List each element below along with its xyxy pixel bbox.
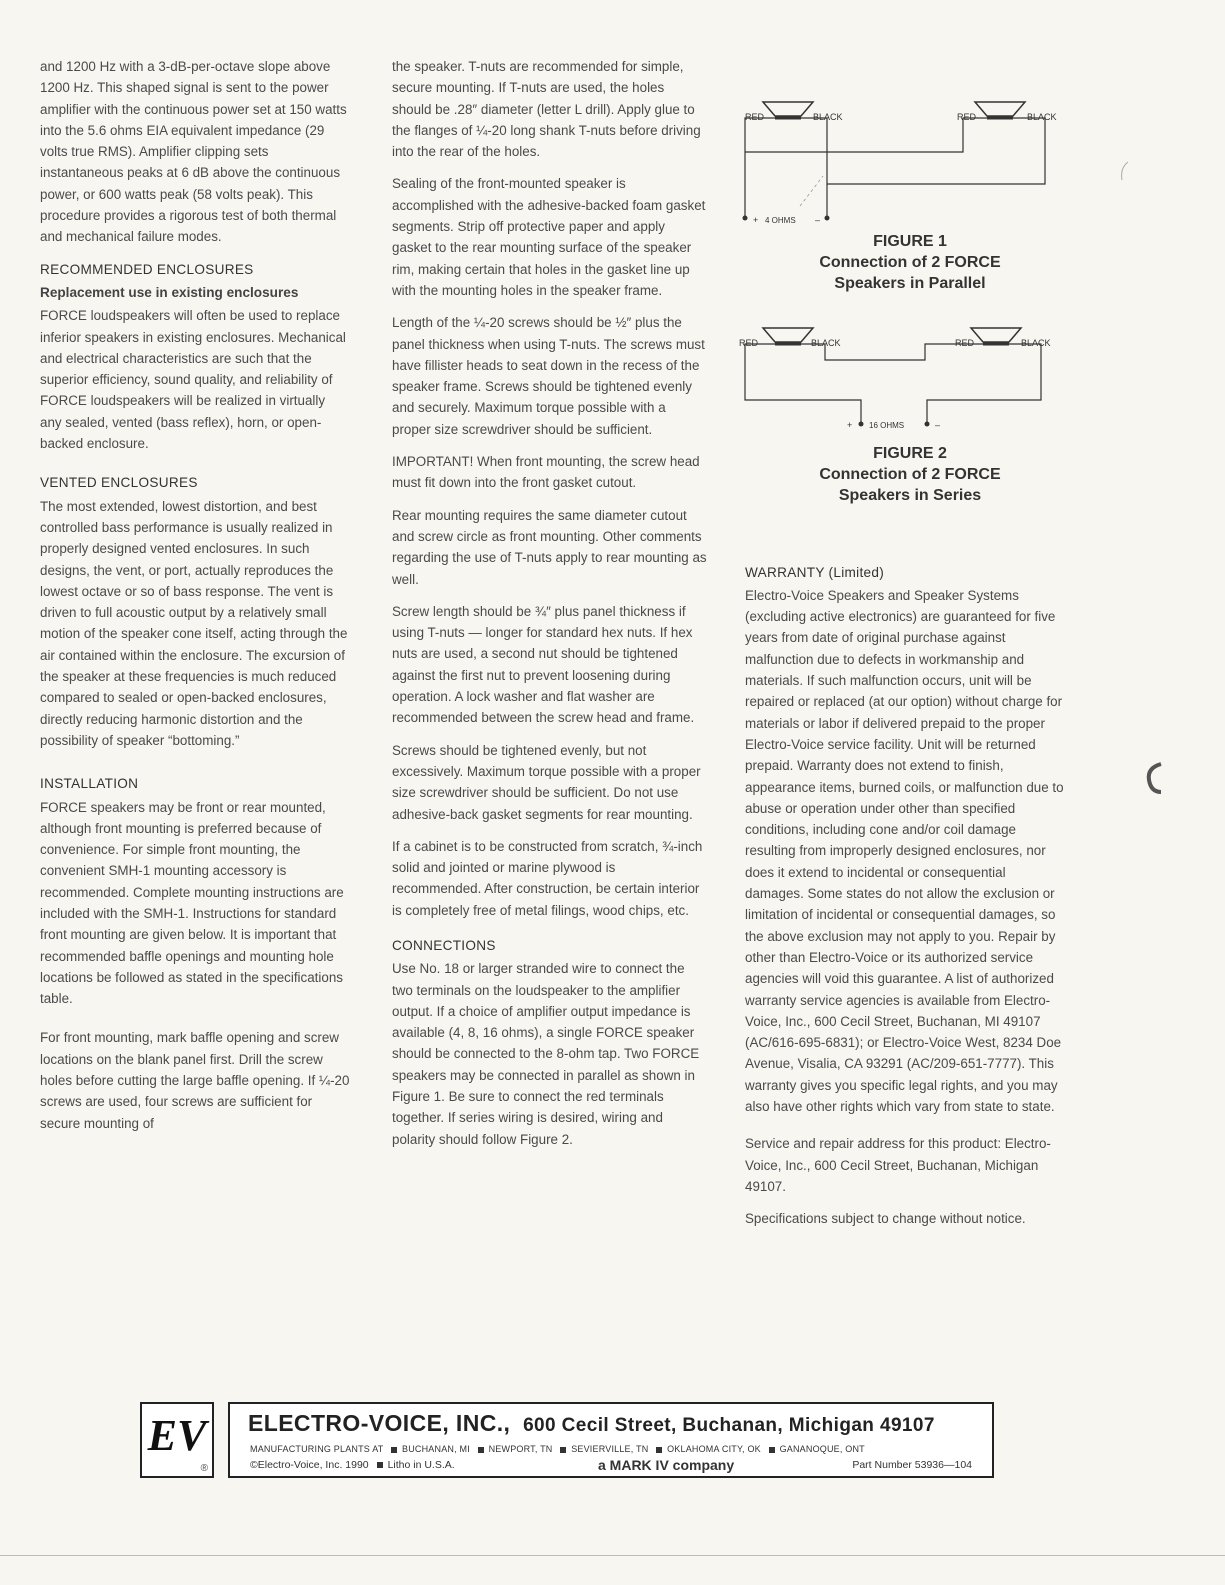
fig1-red-label-2: RED <box>957 112 977 122</box>
tnut-paragraph: the speaker. T-nuts are recommended for simple, secure mounting. If T-nuts are used, the holes should be .28″ diameter (letter L drill). Apply glue to the flanges of ¼-20 long shank T-nuts before driving into the rear of the holes. <box>392 59 701 160</box>
plant-item: NEWPORT, TN <box>488 1444 553 1454</box>
page-mark <box>1145 760 1163 796</box>
figure-1-title-line1: Connection of 2 FORCE <box>819 254 1001 272</box>
company-address: 600 Cecil Street, Buchanan, Michigan 49107 <box>523 1415 935 1436</box>
plants-label: MANUFACTURING PLANTS AT <box>250 1444 384 1454</box>
recommended-enclosures-heading: RECOMMENDED ENCLOSURES <box>40 261 254 277</box>
cabinet-paragraph: If a cabinet is to be constructed from scratch, ¾-inch solid and jointed or marine plywood is recommended. After construction, be certain interior is completely free of metal filings, wood chips, etc. <box>392 838 703 918</box>
fig2-red-label-2: RED <box>955 338 975 349</box>
fig1-red-label-1: RED <box>745 112 765 122</box>
page-mark <box>1118 160 1130 200</box>
figure-2-number: FIGURE 2 <box>873 444 947 462</box>
tightening-paragraph: Screws should be tightened evenly, but not excessively. Maximum torque possible with a proper size screwdriver should be sufficient. Do not use adhesive-back gasket segments for rear mounting. <box>392 742 701 822</box>
figure-2-title-line2: Speakers in Series <box>838 486 982 504</box>
vented-paragraph: The most extended, lowest distortion, and best controlled bass performance is usually realized in properly designed vented enclosures. In such designs, the vent, or port, actually reproduces the lowest octave or so of bass response. The vent is driven to full acoustic output by a relatively small motion of the speaker cone itself, acting through the air contained within the enclosure. The excursion of the speaker at these frequencies is much reduced compared to sealed or open-backed enclosures, directly reducing harmonic distortion and the possibility of speaker “bottoming.” <box>40 498 348 748</box>
figure-2 <box>739 320 1065 505</box>
service-paragraph: Service and repair address for this product: Electro-Voice, Inc., 600 Cecil Street, Buchanan, Michigan 49107. <box>745 1136 1051 1194</box>
fig1-minus: – <box>815 215 821 225</box>
vented-enclosures-heading: VENTED ENCLOSURES <box>40 475 198 491</box>
important-paragraph: IMPORTANT! When front mounting, the screw head must fit down into the front gasket cutout. <box>392 454 700 491</box>
page-edge-line <box>0 1555 1225 1556</box>
plant-item: SEVIERVILLE, TN <box>571 1444 649 1454</box>
litho: Litho in U.S.A. <box>387 1459 455 1471</box>
speaker-1-icon <box>763 328 813 342</box>
sealing-paragraph: Sealing of the front-mounted speaker is accomplished with the adhesive-backed foam gasket segments. Strip off protective paper and apply gasket to the rear mounting surface of the speaker rim, making certain that holes in the gasket line up with the mounting holes in the speaker frame. <box>392 176 706 298</box>
copyright: ©Electro-Voice, Inc. 1990 <box>250 1459 369 1471</box>
fig2-black-label-1: BLACK <box>811 338 841 349</box>
screw-length-paragraph: Length of the ¼-20 screws should be ½″ plus the panel thickness when using T-nuts. The screws must have fillister heads to seat down in the recess of the speaker frame. Screws should be tightened evenly and securely. Maximum torque possible with a proper size screwdriver should be sufficient. <box>392 315 705 437</box>
connections-paragraph: Use No. 18 or larger stranded wire to connect the two terminals on the loudspeaker to the amplifier output. If a choice of amplifier output impedance is available (4, 8, 16 ohms), a single FORCE speaker should be connected to the 8-ohm tap. Two FORCE speakers may be connected in parallel as shown in Figure 1. Be sure to connect the red terminals together. If series wiring is desired, wiring and polarity should follow Figure 2. <box>392 961 700 1147</box>
registered-mark: ® <box>200 1463 208 1474</box>
fig2-red-label-1: RED <box>739 338 759 349</box>
mark-iv-company: a MARK IV company <box>598 1457 735 1473</box>
warranty-paragraph: Electro-Voice Speakers and Speaker Systems (excluding active electronics) are guaranteed for five years from date of original purchase against malfunction due to defects in workmanship and materials. If such malfunction occurs, unit will be repaired or replaced (at our option) without charge for materials or labor if delivered prepaid to the proper Electro-Voice service facility. Unit will be returned prepaid. Warranty does not extend to finish, appearance items, burned coils, or malfunction due to abuse or operation under other than specified conditions, including cone and/or coil damage resulting from improperly designed enclosures, nor does it extend to incidental or consequential damages. Some states do not allow the exclusion or limitation of incidental or consequential damages, so the above exclusion may not apply to you. Repair by other than Electro-Voice or its authorized service agencies will void this guarantee. A list of authorized warranty service agencies is available from Electro-Voice, Inc., 600 Cecil Street, Buchanan, MI 49107 (AC/616-695-6831); or Electro-Voice West, 8234 Doe Avenue, Visalia, CA 93291 (AC/209-651-7777). This warranty gives you specific legal rights, and you may also have other rights which vary from state to state. <box>745 587 1064 1115</box>
column-right <box>739 56 1065 1241</box>
warranty-heading: WARRANTY (Limited) <box>745 564 885 580</box>
figure-2-title-line1: Connection of 2 FORCE <box>819 465 1001 483</box>
parallel-wiring-diagram <box>745 56 1065 231</box>
speaker-1-icon <box>763 102 813 116</box>
series-wiring-diagram <box>739 320 1065 440</box>
figure-1-number: FIGURE 1 <box>873 233 947 251</box>
plant-item: OKLAHOMA CITY, OK <box>667 1444 761 1454</box>
connections-heading: CONNECTIONS <box>392 937 496 953</box>
copyright-line <box>250 1459 455 1471</box>
fig1-ohms-label: 4 OHMS <box>765 216 796 225</box>
ev-logo <box>140 1402 214 1478</box>
manufacturing-plants <box>250 1444 865 1454</box>
ev-logo-text: EV <box>147 1411 207 1460</box>
plant-item: GANANOQUE, ONT <box>779 1444 865 1454</box>
part-number: Part Number 53936—104 <box>852 1459 972 1471</box>
specs-notice: Specifications subject to change without notice. <box>745 1211 1026 1227</box>
fig2-plus: + <box>847 420 853 431</box>
fig2-minus: – <box>935 420 941 431</box>
rear-mounting-paragraph: Rear mounting requires the same diameter cutout and screw circle as front mounting. Other comments regarding the use of T-nuts apply to rear mounting as well. <box>392 507 707 587</box>
speaker-2-icon <box>971 328 1021 342</box>
plant-item: BUCHANAN, MI <box>402 1444 470 1454</box>
fig2-ohms-label: 16 OHMS <box>869 421 905 431</box>
replacement-paragraph: FORCE loudspeakers will often be used to replace inferior speakers in existing enclosures. Mechanical and electrical characteristics are such that the superior efficiency, sound quality, and reliability of FORCE loudspeakers will be realized in virtually any sealed, vented (bass reflex), horn, or open-backed enclosure. <box>40 308 346 452</box>
installation-heading: INSTALLATION <box>40 776 139 792</box>
column-left <box>40 56 350 1145</box>
fig1-black-label-1: BLACK <box>813 112 843 122</box>
fig1-black-label-2: BLACK <box>1027 112 1057 122</box>
front-mounting-paragraph: For front mounting, mark baffle opening and screw locations on the blank panel first. Drill the screw holes before cutting the large baffle opening. If ¼-20 screws are used, four screws are sufficient for secure mounting of <box>40 1030 350 1131</box>
replacement-heading: Replacement use in existing enclosures <box>40 284 299 300</box>
company-footer <box>228 1402 994 1478</box>
figure-2-caption <box>755 443 1065 506</box>
company-title <box>248 1410 935 1437</box>
figure-1 <box>745 56 1065 294</box>
intro-paragraph: and 1200 Hz with a 3-dB-per-octave slope above 1200 Hz. This shaped signal is sent to the power amplifier with the continuous power set at 150 watts into the 5.6 ohms EIA equivalent impedance (29 volts true RMS). Amplifier clipping sets instantaneous peaks at 6 dB above the continuous power, or 600 watts peak (58 volts peak). This procedure provides a rigorous test of both thermal and mechanical failure modes. <box>40 59 347 245</box>
hex-nut-paragraph: Screw length should be ¾″ plus panel thickness if using T-nuts — longer for standard hex nuts. If hex nuts are used, a second nut should be tightened against the first nut to prevent loosening during operation. A lock washer and flat washer are recommended between the screw head and frame. <box>392 603 695 726</box>
installation-paragraph: FORCE speakers may be front or rear mounted, although front mounting is preferred because of convenience. For simple front mounting, the convenient SMH-1 mounting accessory is recommended. Complete mounting instructions are included with the SMH-1. Instructions for standard front mounting are given below. It is important that recommended baffle openings and mounting hole locations be followed as stated in the specifications table. <box>40 799 344 1007</box>
figure-1-title-line2: Speakers in Parallel <box>834 275 986 293</box>
fig1-plus: + <box>753 215 759 225</box>
fig2-black-label-2: BLACK <box>1021 338 1051 349</box>
column-middle <box>392 56 707 1161</box>
speaker-2-icon <box>975 102 1025 116</box>
figure-1-caption <box>755 231 1065 294</box>
company-name: ELECTRO-VOICE, INC., <box>248 1410 511 1436</box>
